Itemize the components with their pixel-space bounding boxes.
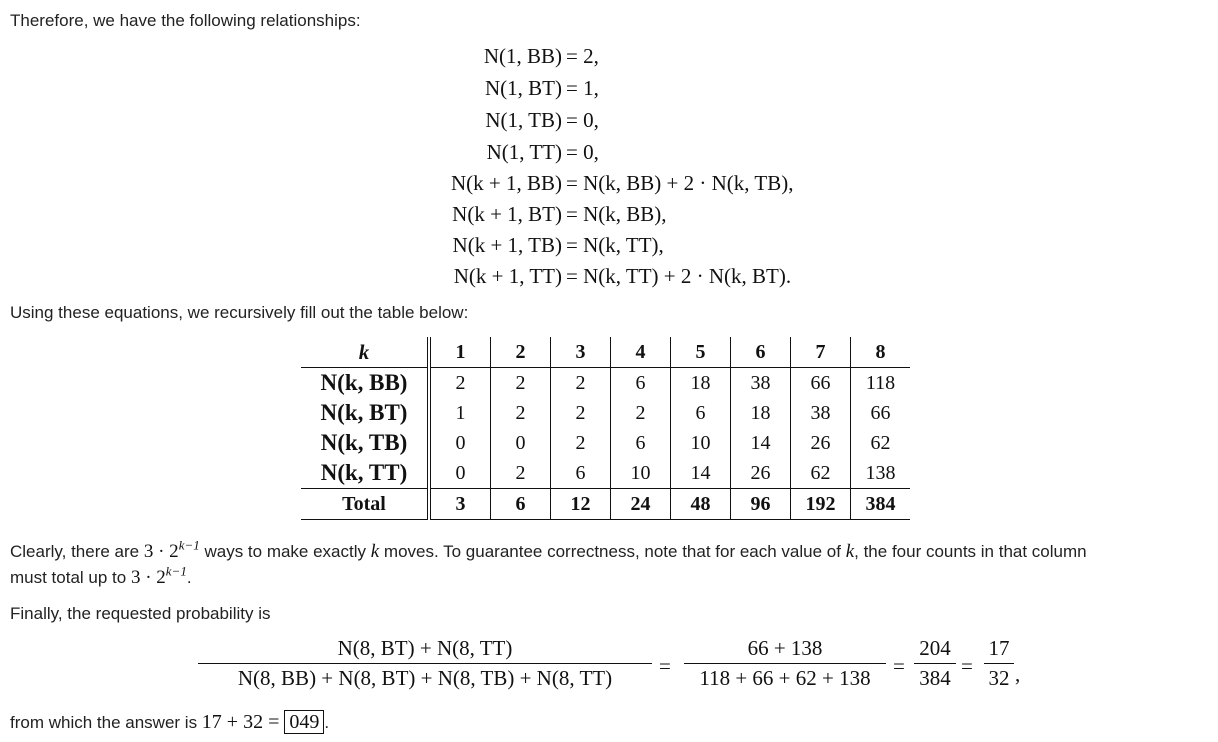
equation-rhs: = N(k, BB),: [566, 202, 667, 226]
table-cell: 10: [611, 458, 671, 489]
table-cell: 2: [551, 428, 611, 458]
table-cell: 2: [551, 398, 611, 428]
answer-text: from which the answer is: [10, 713, 202, 732]
table-cell: 38: [731, 368, 791, 399]
fraction-numerator: N(8, BT) + N(8, TT): [198, 636, 652, 664]
clearly-text: .: [186, 568, 192, 587]
table-cell: 6: [611, 368, 671, 399]
equation-rhs: = N(k, BB) + 2 · N(k, TB),: [566, 171, 794, 195]
equals-sign: =: [659, 654, 671, 678]
clearly-text: , the four counts in that column: [854, 542, 1087, 561]
table-cell: 2: [429, 368, 491, 399]
equation-lhs: N(k + 1, TB): [452, 233, 562, 257]
table-header-cell: 5: [671, 337, 731, 368]
table-cell: 6: [671, 398, 731, 428]
fraction-numerator: 66 + 138: [684, 636, 886, 664]
clearly-math: $3 \cdot 2^{k-1}$: [143, 537, 200, 562]
equation-line: [0, 261, 1218, 291]
table-header-cell: 3: [551, 337, 611, 368]
table-cell: 2: [491, 458, 551, 489]
trailing-comma: ,: [1015, 662, 1021, 686]
equation-lhs: N(1, BT): [485, 76, 562, 100]
answer-expression: 17 + 32 =: [201, 711, 285, 733]
fraction-denominator: 118 + 66 + 62 + 138: [699, 666, 871, 690]
row-label: N(k, TT): [301, 458, 429, 489]
equation-line: [0, 230, 1218, 260]
table-cell: 66: [791, 368, 851, 399]
recurrence-table: [301, 337, 910, 520]
equation-line: [0, 41, 1218, 71]
table-header-cell: 8: [875, 340, 886, 363]
table-cell: 62: [791, 458, 851, 489]
total-cell: 12: [551, 489, 611, 520]
table-cell: 18: [731, 398, 791, 428]
fraction-denominator: 384: [919, 666, 951, 690]
probability-expression: [0, 636, 1218, 700]
clearly-text: ways to make exactly: [199, 542, 371, 561]
table-header-row: [301, 337, 910, 368]
table-cell: 14: [671, 458, 731, 489]
table-intro-text: Using these equations, we recursively fill out the table below:: [10, 303, 469, 322]
equation-line: [0, 199, 1218, 229]
fraction: [914, 636, 956, 691]
table-cell: 10: [671, 428, 731, 458]
table-header-cell: 7: [791, 337, 851, 368]
table-header-cell: 6: [731, 337, 791, 368]
table-header-cell: 1: [429, 337, 491, 368]
clearly-text: Clearly, there are: [10, 542, 144, 561]
table-cell: 118: [851, 368, 911, 399]
table-cell: 0: [491, 428, 551, 458]
clearly-text: moves. To guarantee correctness, note that for each value of: [379, 542, 846, 561]
table-cell: 0: [429, 458, 491, 489]
table-cell: 62: [870, 431, 891, 454]
table-header-cell: 4: [611, 337, 671, 368]
equation-line: [0, 105, 1218, 135]
table-cell: 2: [611, 398, 671, 428]
table-cell: 6: [551, 458, 611, 489]
fraction-denominator: 32: [988, 666, 1010, 690]
table-cell: 2: [491, 368, 551, 399]
equation-lhs: N(1, TT): [486, 140, 562, 164]
table-cell: 26: [791, 428, 851, 458]
answer-line: [10, 712, 329, 733]
total-label: Total: [301, 489, 429, 520]
equation-line: [0, 168, 1218, 198]
table-header-cell: 2: [491, 337, 551, 368]
row-label: N(k, TB): [301, 428, 429, 458]
clearly-math: k: [370, 541, 380, 562]
equals-sign: =: [893, 654, 905, 678]
table-row: [301, 398, 910, 428]
total-cell: 96: [731, 489, 791, 520]
table-cell: 38: [791, 398, 851, 428]
equation-lhs: N(k + 1, BB): [450, 171, 562, 195]
table-row: [301, 458, 910, 489]
row-label: N(k, BB): [301, 368, 429, 399]
fraction-numerator: 204: [914, 636, 956, 664]
fraction: [984, 636, 1014, 691]
table-cell: 14: [731, 428, 791, 458]
table-cell: 1: [429, 398, 491, 428]
clearly-line-1: [10, 537, 1087, 562]
fraction: [198, 636, 652, 691]
table-cell: 26: [731, 458, 791, 489]
table-header-label: k: [301, 337, 429, 368]
table-row: [301, 428, 910, 458]
total-cell: 384: [851, 489, 911, 520]
table-cell: 18: [671, 368, 731, 399]
table-cell: 66: [870, 401, 891, 424]
total-cell: 192: [791, 489, 851, 520]
table-cell: 2: [551, 368, 611, 399]
equation-rhs: = N(k, TT),: [566, 233, 664, 257]
table-row: [301, 368, 910, 399]
table-cell: 138: [865, 461, 896, 484]
total-cell: 3: [429, 489, 491, 520]
fraction-denominator: N(8, BB) + N(8, BT) + N(8, TB) + N(8, TT): [237, 666, 613, 690]
answer-box: 049: [284, 710, 324, 734]
total-cell: 24: [611, 489, 671, 520]
equation-rhs: = 0,: [566, 140, 599, 164]
equation-lhs: N(1, TB): [485, 108, 562, 132]
equation-line: [0, 73, 1218, 103]
clearly-text: must total up to: [10, 568, 131, 587]
equals-sign: =: [961, 654, 973, 678]
total-cell: 48: [671, 489, 731, 520]
table-cell: 6: [611, 428, 671, 458]
equation-rhs: = 0,: [566, 108, 599, 132]
equation-line: [0, 137, 1218, 167]
equation-lhs: N(1, BB): [483, 44, 562, 68]
equation-rhs: = N(k, TT) + 2 · N(k, BT).: [566, 264, 792, 288]
finally-text: Finally, the requested probability is: [10, 604, 271, 623]
clearly-math: k: [845, 541, 855, 562]
table-total-row: [301, 489, 910, 520]
row-label: N(k, BT): [301, 398, 429, 428]
intro-text: Therefore, we have the following relationships:: [10, 11, 361, 30]
equation-lhs: N(k + 1, BT): [452, 202, 562, 226]
clearly-line-2: [10, 563, 192, 588]
total-cell: 6: [491, 489, 551, 520]
answer-end: .: [324, 713, 330, 732]
equation-rhs: = 2,: [566, 44, 599, 68]
fraction-numerator: 17: [984, 636, 1014, 664]
equation-lhs: N(k + 1, TT): [453, 264, 562, 288]
fraction: [684, 636, 886, 691]
table-cell: 2: [491, 398, 551, 428]
equation-rhs: = 1,: [566, 76, 599, 100]
clearly-math: $3 \cdot 2^{k-1}$: [130, 563, 187, 588]
table-cell: 0: [429, 428, 491, 458]
